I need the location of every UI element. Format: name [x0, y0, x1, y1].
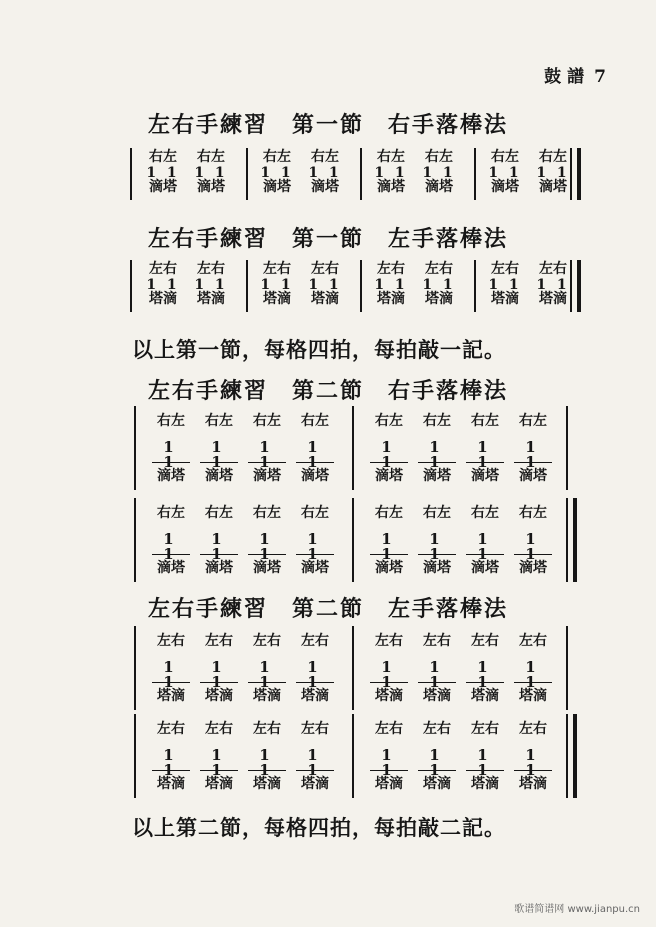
barline: [352, 498, 354, 582]
beat-sound: 塔滴: [471, 776, 499, 792]
barline: [566, 626, 568, 710]
beat-cell: [416, 150, 462, 196]
beat-hand: 右左: [253, 505, 281, 521]
beat-num: 1 1: [260, 165, 294, 181]
barline: [570, 260, 572, 312]
beat-cell: [196, 722, 242, 795]
beat-num: 1 1: [296, 748, 334, 771]
beat-num: 1 1: [260, 277, 294, 293]
beat-sound: 塔滴: [471, 688, 499, 704]
beat-num: 1 1: [296, 532, 334, 555]
beat-cell: [292, 634, 338, 707]
beat-cell: [302, 262, 348, 308]
beat-sound: 塔滴: [205, 688, 233, 704]
beat-hand: 左右: [471, 633, 499, 649]
beat-num: 1 1: [536, 277, 570, 293]
section-title-2: 左右手練習 第一節 左手落棒法: [147, 226, 508, 252]
beat-hand: 左右: [423, 721, 451, 737]
beat-cell: [482, 150, 528, 196]
beat-num: 1 1: [200, 440, 238, 463]
beat-cell: [244, 722, 290, 795]
beat-cell: [366, 722, 412, 795]
page-header-title: 鼓譜: [544, 67, 591, 87]
beat-cell: [414, 634, 460, 707]
beat-num: 1 1: [422, 277, 456, 293]
beat-num: 1 1: [296, 660, 334, 683]
beat-hand: 右左: [253, 413, 281, 429]
barline: [360, 148, 362, 200]
beat-cell: [414, 722, 460, 795]
beat-sound: 塔滴: [301, 688, 329, 704]
barline: [246, 148, 248, 200]
beat-hand: 左右: [301, 721, 329, 737]
beat-sound: 滴塔: [377, 179, 405, 195]
beat-num: 1 1: [194, 165, 228, 181]
beat-sound: 塔滴: [253, 688, 281, 704]
beat-num: 1 1: [488, 165, 522, 181]
beat-num: 1 1: [466, 440, 504, 463]
final-barline: [573, 498, 577, 582]
beat-hand: 左右: [197, 261, 225, 277]
beat-hand: 右左: [263, 149, 291, 165]
beat-num: 1 1: [296, 440, 334, 463]
barline: [566, 714, 568, 798]
beat-hand: 左右: [311, 261, 339, 277]
beat-hand: 左右: [491, 261, 519, 277]
beat-cell: [188, 262, 234, 308]
beat-num: 1 1: [152, 748, 190, 771]
beat-hand: 左右: [423, 633, 451, 649]
beat-cell: [510, 634, 556, 707]
beat-num: 1 1: [152, 660, 190, 683]
beat-sound: 滴塔: [423, 468, 451, 484]
note-1: 以上第一節，每格四拍，每拍敲一記。: [132, 337, 506, 362]
beat-cell: [196, 506, 242, 579]
beat-sound: 塔滴: [205, 776, 233, 792]
beat-num: 1 1: [514, 440, 552, 463]
beat-sound: 滴塔: [149, 179, 177, 195]
beat-sound: 塔滴: [197, 291, 225, 307]
beat-cell: [366, 506, 412, 579]
beat-hand: 右左: [157, 413, 185, 429]
final-barline: [577, 260, 581, 312]
beat-sound: 滴塔: [205, 468, 233, 484]
barline: [134, 714, 136, 798]
beat-num: 1 1: [536, 165, 570, 181]
beat-sound: 塔滴: [377, 291, 405, 307]
beat-sound: 滴塔: [157, 468, 185, 484]
beat-hand: 右左: [301, 413, 329, 429]
beat-cell: [416, 262, 462, 308]
beat-hand: 左右: [253, 721, 281, 737]
barline: [566, 498, 568, 582]
barline: [130, 260, 132, 312]
beat-sound: 滴塔: [539, 179, 567, 195]
beat-num: 1 1: [146, 165, 180, 181]
beat-sound: 滴塔: [301, 560, 329, 576]
beat-cell: [196, 634, 242, 707]
beat-hand: 右左: [539, 149, 567, 165]
beat-cell: [254, 262, 300, 308]
barline: [474, 148, 476, 200]
watermark: 歌谱简谱网 www.jianpu.cn: [514, 904, 640, 915]
beat-sound: 塔滴: [519, 776, 547, 792]
beat-hand: 右左: [205, 413, 233, 429]
beat-sound: 滴塔: [253, 468, 281, 484]
beat-sound: 塔滴: [519, 688, 547, 704]
beat-cell: [482, 262, 528, 308]
beat-hand: 右左: [471, 505, 499, 521]
beat-sound: 塔滴: [423, 776, 451, 792]
beat-cell: [368, 150, 414, 196]
barline: [474, 260, 476, 312]
beat-sound: 塔滴: [375, 776, 403, 792]
barline: [134, 626, 136, 710]
beat-cell: [140, 150, 186, 196]
beat-num: 1 1: [418, 660, 456, 683]
beat-sound: 滴塔: [301, 468, 329, 484]
beat-hand: 左右: [471, 721, 499, 737]
beat-sound: 塔滴: [423, 688, 451, 704]
beat-sound: 滴塔: [491, 179, 519, 195]
barline: [130, 148, 132, 200]
section-title-4: 左右手練習 第二節 左手落棒法: [147, 596, 508, 622]
beat-hand: 右左: [471, 413, 499, 429]
beat-num: 1 1: [370, 532, 408, 555]
beat-cell: [366, 634, 412, 707]
beat-cell: [414, 414, 460, 487]
beat-num: 1 1: [514, 660, 552, 683]
beat-sound: 塔滴: [157, 776, 185, 792]
beat-cell: [254, 150, 300, 196]
beat-num: 1 1: [514, 532, 552, 555]
beat-num: 1 1: [466, 660, 504, 683]
beat-num: 1 1: [194, 277, 228, 293]
beat-hand: 左右: [157, 721, 185, 737]
beat-cell: [510, 722, 556, 795]
beat-hand: 左右: [263, 261, 291, 277]
barline: [566, 406, 568, 490]
beat-hand: 右左: [157, 505, 185, 521]
beat-hand: 左右: [519, 633, 547, 649]
beat-num: 1 1: [308, 165, 342, 181]
beat-hand: 右左: [519, 505, 547, 521]
barline: [352, 626, 354, 710]
beat-sound: 滴塔: [471, 468, 499, 484]
beat-hand: 左右: [205, 633, 233, 649]
barline: [134, 406, 136, 490]
beat-hand: 左右: [375, 633, 403, 649]
beat-hand: 右左: [519, 413, 547, 429]
beat-cell: [414, 506, 460, 579]
beat-sound: 滴塔: [423, 560, 451, 576]
beat-sound: 塔滴: [301, 776, 329, 792]
beat-sound: 滴塔: [471, 560, 499, 576]
beat-hand: 右左: [149, 149, 177, 165]
beat-sound: 塔滴: [375, 688, 403, 704]
beat-hand: 左右: [375, 721, 403, 737]
beat-cell: [244, 414, 290, 487]
beat-sound: 塔滴: [157, 688, 185, 704]
beat-num: 1 1: [370, 660, 408, 683]
beat-sound: 滴塔: [205, 560, 233, 576]
beat-cell: [302, 150, 348, 196]
beat-sound: 滴塔: [519, 468, 547, 484]
beat-sound: 滴塔: [375, 560, 403, 576]
beat-sound: 塔滴: [425, 291, 453, 307]
beat-num: 1 1: [248, 660, 286, 683]
beat-sound: 塔滴: [149, 291, 177, 307]
beat-num: 1 1: [466, 532, 504, 555]
beat-cell: [292, 506, 338, 579]
beat-num: 1 1: [370, 440, 408, 463]
beat-hand: 右左: [375, 505, 403, 521]
beat-cell: [244, 506, 290, 579]
beat-sound: 滴塔: [311, 179, 339, 195]
note-2: 以上第二節，每格四拍，每拍敲二記。: [132, 815, 506, 840]
barline: [246, 260, 248, 312]
beat-num: 1 1: [146, 277, 180, 293]
beat-sound: 滴塔: [519, 560, 547, 576]
beat-num: 1 1: [248, 532, 286, 555]
beat-num: 1 1: [200, 660, 238, 683]
beat-cell: [292, 414, 338, 487]
beat-num: 1 1: [418, 532, 456, 555]
beat-num: 1 1: [370, 748, 408, 771]
beat-sound: 滴塔: [253, 560, 281, 576]
beat-cell: [292, 722, 338, 795]
section-title-1: 左右手練習 第一節 右手落棒法: [147, 112, 508, 138]
beat-cell: [188, 150, 234, 196]
final-barline: [573, 714, 577, 798]
beat-hand: 右左: [311, 149, 339, 165]
beat-num: 1 1: [488, 277, 522, 293]
beat-hand: 右左: [301, 505, 329, 521]
beat-num: 1 1: [152, 440, 190, 463]
beat-num: 1 1: [248, 748, 286, 771]
barline: [134, 498, 136, 582]
beat-num: 1 1: [374, 165, 408, 181]
beat-sound: 塔滴: [539, 291, 567, 307]
beat-hand: 左右: [157, 633, 185, 649]
barline: [570, 148, 572, 200]
beat-cell: [510, 414, 556, 487]
beat-num: 1 1: [422, 165, 456, 181]
beat-hand: 右左: [425, 149, 453, 165]
beat-cell: [462, 414, 508, 487]
beat-hand: 右左: [375, 413, 403, 429]
beat-hand: 右左: [205, 505, 233, 521]
beat-cell: [148, 506, 194, 579]
beat-sound: 塔滴: [311, 291, 339, 307]
beat-sound: 滴塔: [157, 560, 185, 576]
beat-cell: [462, 722, 508, 795]
beat-cell: [462, 506, 508, 579]
final-barline: [577, 148, 581, 200]
beat-hand: 左右: [519, 721, 547, 737]
page-header: [544, 62, 612, 87]
beat-cell: [510, 506, 556, 579]
beat-cell: [244, 634, 290, 707]
beat-cell: [196, 414, 242, 487]
beat-cell: [148, 634, 194, 707]
beat-hand: 左右: [301, 633, 329, 649]
beat-hand: 左右: [539, 261, 567, 277]
beat-cell: [368, 262, 414, 308]
beat-num: 1 1: [374, 277, 408, 293]
beat-hand: 右左: [491, 149, 519, 165]
beat-num: 1 1: [200, 532, 238, 555]
beat-num: 1 1: [308, 277, 342, 293]
barline: [352, 714, 354, 798]
beat-sound: 塔滴: [491, 291, 519, 307]
beat-num: 1 1: [248, 440, 286, 463]
beat-sound: 塔滴: [263, 291, 291, 307]
beat-cell: [148, 414, 194, 487]
beat-num: 1 1: [200, 748, 238, 771]
barline: [360, 260, 362, 312]
beat-hand: 右左: [423, 413, 451, 429]
beat-hand: 右左: [197, 149, 225, 165]
beat-num: 1 1: [418, 440, 456, 463]
beat-hand: 左右: [205, 721, 233, 737]
beat-num: 1 1: [418, 748, 456, 771]
beat-sound: 滴塔: [197, 179, 225, 195]
beat-num: 1 1: [152, 532, 190, 555]
beat-hand: 左右: [149, 261, 177, 277]
beat-num: 1 1: [514, 748, 552, 771]
beat-sound: 滴塔: [375, 468, 403, 484]
beat-hand: 右左: [423, 505, 451, 521]
beat-sound: 滴塔: [425, 179, 453, 195]
beat-cell: [366, 414, 412, 487]
beat-hand: 左右: [377, 261, 405, 277]
beat-hand: 右左: [377, 149, 405, 165]
beat-hand: 左右: [253, 633, 281, 649]
barline: [352, 406, 354, 490]
beat-hand: 左右: [425, 261, 453, 277]
beat-sound: 塔滴: [253, 776, 281, 792]
beat-cell: [148, 722, 194, 795]
section-title-3: 左右手練習 第二節 右手落棒法: [147, 378, 508, 404]
beat-cell: [462, 634, 508, 707]
beat-cell: [140, 262, 186, 308]
beat-num: 1 1: [466, 748, 504, 771]
beat-sound: 滴塔: [263, 179, 291, 195]
page-number: 7: [594, 67, 612, 87]
